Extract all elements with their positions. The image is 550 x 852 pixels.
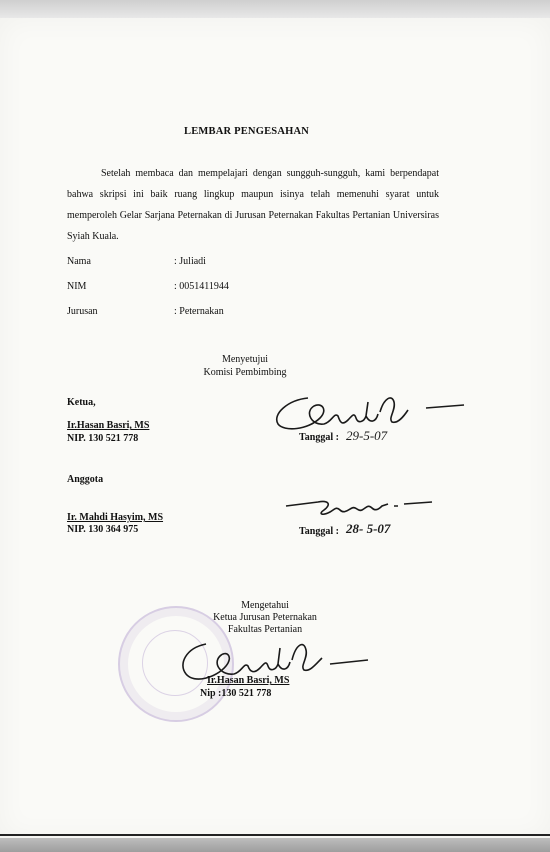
anggota-date-label: Tanggal : — [299, 526, 339, 537]
knowing-faculty: Fakultas Pertanian — [227, 624, 303, 635]
field-value-nim: : 0051411944 — [174, 281, 229, 292]
page-title: LEMBAR PENGESAHAN — [184, 126, 310, 137]
field-label-nim: NIM — [67, 281, 87, 292]
head-nip: Nip :130 521 778 — [200, 688, 272, 699]
scan-top-edge — [0, 0, 550, 18]
field-value-jurusan: : Peternakan — [174, 306, 224, 317]
approval-heading: Menyetujui — [221, 354, 269, 365]
approval-committee: Komisi Pembimbing — [203, 367, 287, 378]
statement-text: Setelah membaca dan mempelajari dengan sungguh-sungguh, kami berpendapat bahwa skripsi ini baik ruang lingkup maupun isinya telah memenuhi syarat untuk memperoleh Gelar Sarjana Peternakan di Jurusan Peternakan Fakultas Pertanian Universiras Syiah Kuala. — [67, 168, 439, 242]
page-bottom-edge — [0, 834, 550, 836]
field-value-nama: : Juliadi — [174, 256, 206, 267]
ketua-name: Ir.Hasan Basri, MS — [67, 420, 150, 431]
ketua-nip: NIP. 130 521 778 — [67, 433, 139, 444]
ketua-date-value: 29-5-07 — [346, 428, 388, 443]
anggota-role: Anggota — [67, 474, 104, 485]
head-name: Ir.Hasan Basri, MS — [207, 675, 290, 686]
ketua-role: Ketua, — [67, 397, 96, 408]
scan-bottom-edge — [0, 838, 550, 852]
field-label-nama: Nama — [67, 256, 91, 267]
anggota-nip: NIP. 130 364 975 — [67, 524, 139, 535]
knowing-heading: Mengetahui — [241, 600, 289, 611]
knowing-department: Ketua Jurusan Peternakan — [213, 612, 317, 623]
ketua-date-label: Tanggal : — [299, 432, 339, 443]
statement-paragraph — [67, 163, 439, 247]
anggota-date-value: 28- 5-07 — [346, 521, 391, 536]
field-label-jurusan: Jurusan — [67, 306, 98, 317]
anggota-name: Ir. Mahdi Hasyim, MS — [67, 512, 164, 523]
